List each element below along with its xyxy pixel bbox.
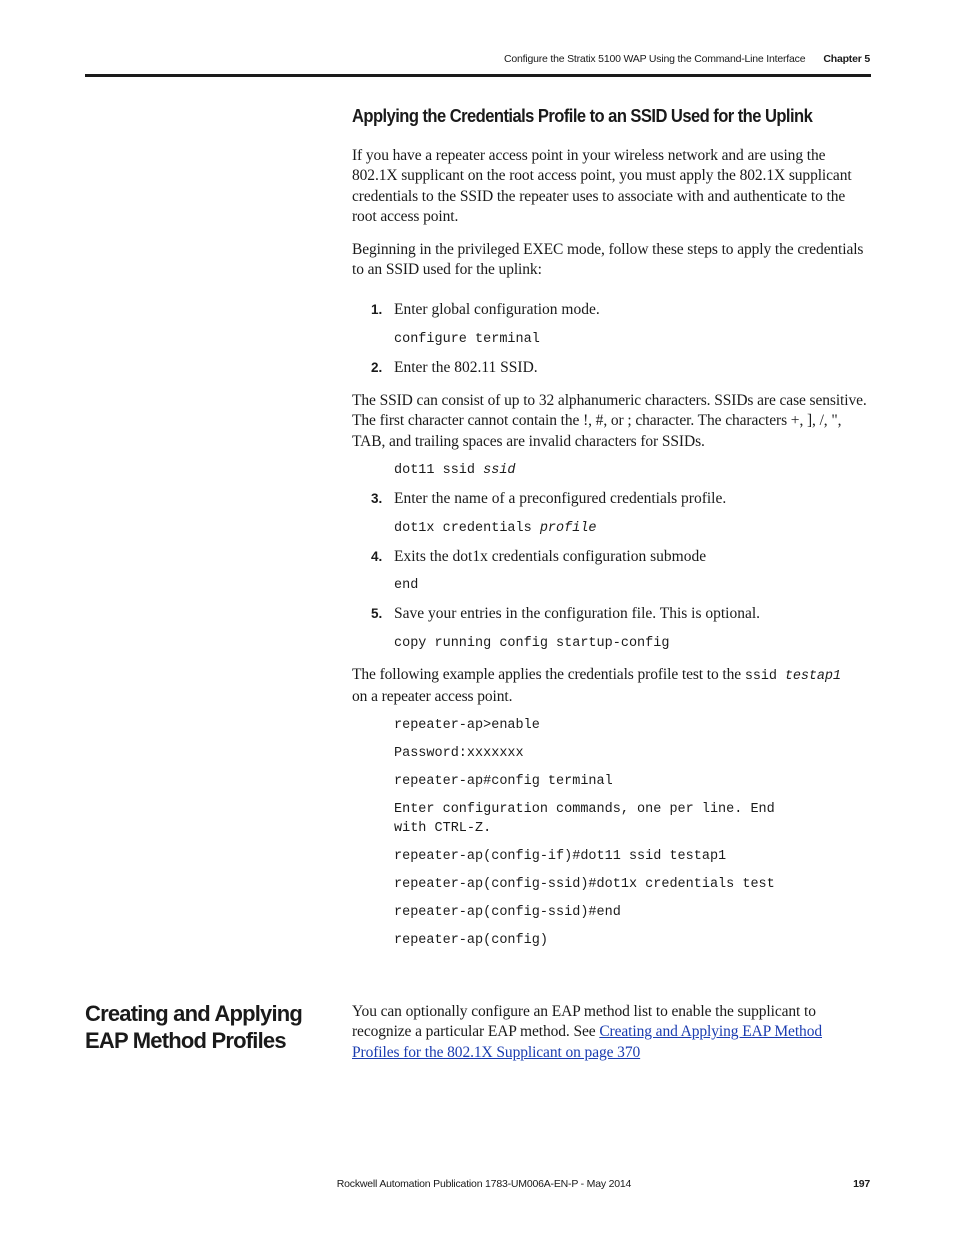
- header-chapter: Chapter 5: [823, 53, 870, 65]
- page-number: 197: [853, 1178, 870, 1190]
- intro-paragraph: If you have a repeater access point in your wireless network and are using the 802.1X supplicant on the root access point, you must apply the 802.1X supplicant credentials to the SSID the repeater uses to associate with and authenticate to the root access point.: [352, 147, 852, 225]
- code-text: dot1x credentials: [394, 521, 540, 536]
- step-text: Enter global configuration mode.: [394, 301, 600, 318]
- eap-paragraph-text: You can optionally configure an EAP method list to enable the supplicant to recognize a particular EAP method. See: [352, 1003, 816, 1041]
- ssid-note-paragraph: The SSID can consist of up to 32 alphanumeric characters. SSIDs are case sensitive. The first character cannot contain the !, #, or ; character. The characters +, ], /, ", TAB, and trailing spaces are invalid characters for SSIDs.: [352, 392, 867, 450]
- example-intro-text-end: on a repeater access point.: [352, 688, 513, 706]
- step-number: 3.: [371, 491, 383, 506]
- code-argument: ssid: [483, 463, 516, 478]
- step-text: Save your entries in the configuration file. This is optional.: [394, 605, 761, 622]
- step-number: 4.: [371, 549, 383, 564]
- code-text: dot11 ssid: [394, 463, 484, 478]
- step-2: [371, 358, 538, 378]
- example-line: repeater-ap(config-ssid)#end: [394, 905, 621, 920]
- eap-paragraph: [352, 1002, 872, 1063]
- step-5-code: [394, 634, 669, 653]
- example-line: repeater-ap#config terminal: [394, 774, 613, 789]
- example-intro-paragraph: [352, 665, 872, 708]
- step-number: 1.: [371, 302, 383, 317]
- inline-code: ssid: [744, 669, 785, 684]
- example-line: Enter configuration commands, one per line. End with CTRL-Z.: [394, 802, 775, 836]
- example-line: repeater-ap(config): [394, 933, 548, 948]
- step-1-code: [394, 330, 540, 349]
- step-2-code: [394, 461, 516, 480]
- example-line: repeater-ap>enable: [394, 718, 540, 733]
- code-text: configure terminal: [394, 332, 540, 347]
- running-header: [504, 53, 870, 65]
- footer-publication-text: Rockwell Automation Publication 1783-UM006A-EN-P - May 2014: [336, 1178, 632, 1190]
- inline-code-argument: testap1: [784, 669, 841, 684]
- code-text: copy running config startup-config: [394, 636, 670, 651]
- steps-intro-paragraph: Beginning in the privileged EXEC mode, follow these steps to apply the credentials to an SSID used for the uplink:: [352, 241, 864, 279]
- code-text: end: [394, 578, 419, 593]
- step-number: 2.: [371, 360, 383, 375]
- step-text: Exits the dot1x credentials configuration submode: [394, 548, 707, 565]
- header-rule: [85, 74, 871, 77]
- step-4: [371, 547, 706, 567]
- step-text: Enter the 802.11 SSID.: [394, 359, 538, 376]
- step-3-code: [394, 519, 597, 538]
- step-text: Enter the name of a preconfigured credentials profile.: [394, 490, 727, 507]
- example-line: repeater-ap(config-if)#dot11 ssid testap1: [394, 849, 727, 864]
- header-title: Configure the Stratix 5100 WAP Using the Command-Line Interface: [503, 53, 806, 65]
- step-5: [371, 604, 760, 624]
- cross-reference-link[interactable]: Creating and Applying EAP Method Profiles for the 802.1X Supplicant on page 370: [352, 1023, 822, 1061]
- step-3: [371, 489, 726, 509]
- section-heading-eap-method-profiles: Creating and Applying EAP Method Profiles: [85, 1001, 303, 1053]
- example-intro-text: The following example applies the credentials profile test to the: [352, 666, 745, 683]
- example-line: Password:xxxxxxx: [394, 746, 524, 761]
- step-1: [371, 300, 600, 320]
- step-number: 5.: [371, 606, 383, 621]
- example-line: repeater-ap(config-ssid)#dot1x credentials test: [394, 877, 775, 892]
- section-heading-credentials-uplink: Applying the Credentials Profile to an SSID Used for the Uplink: [352, 106, 813, 126]
- footer-publication: [0, 1178, 954, 1190]
- step-4-code: [394, 576, 418, 595]
- code-argument: profile: [539, 521, 597, 536]
